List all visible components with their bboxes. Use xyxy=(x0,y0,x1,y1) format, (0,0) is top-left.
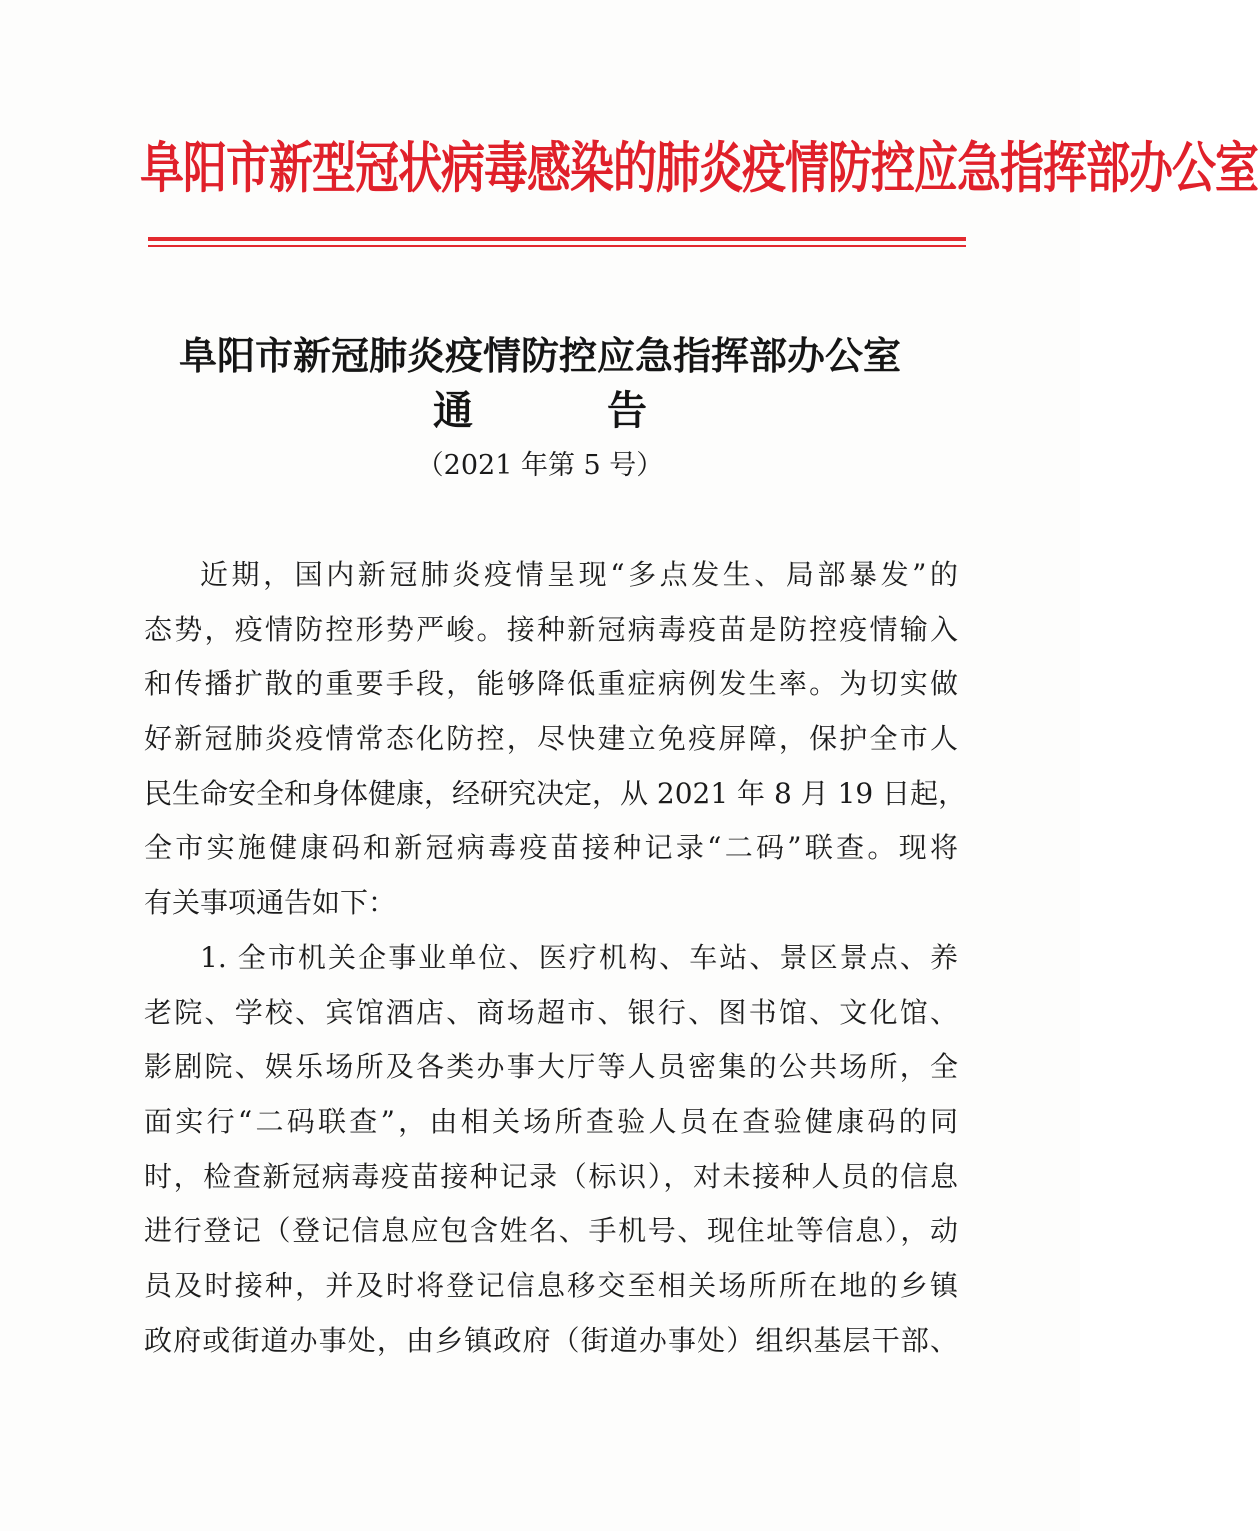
body-line: 进行登记（登记信息应包含姓名、手机号、现住址等信息），动 xyxy=(144,1214,958,1248)
red-header-rule-thin xyxy=(148,245,966,247)
notice-body xyxy=(144,548,967,1368)
body-line: 面实行“二码联查”，由相关场所查验人员在查验健康码的同 xyxy=(144,1104,958,1138)
body-line: 和传播扩散的重要手段，能够降低重症病例发生率。为切实做 xyxy=(144,667,958,701)
red-header-rule-thick xyxy=(148,237,966,241)
body-line: 员及时接种，并及时将登记信息移交至相关场所所在地的乡镇 xyxy=(144,1268,958,1302)
body-line: 时，检查新冠病毒疫苗接种记录（标识），对未接种人员的信息 xyxy=(144,1159,958,1193)
body-line: 影剧院、娱乐场所及各类办事大厅等人员密集的公共场所，全 xyxy=(144,1050,958,1084)
notice-title: 阜阳市新冠肺炎疫情防控应急指挥部办公室 xyxy=(178,333,901,378)
body-line: 1. 全市机关企事业单位、医疗机构、车站、景区景点、养 xyxy=(200,940,958,974)
body-line: 态势，疫情防控形势严峻。接种新冠病毒疫苗是防控疫情输入 xyxy=(144,612,958,646)
notice-number: （2021 年第 5 号） xyxy=(416,450,664,481)
body-line: 政府或街道办事处，由乡镇政府（街道办事处）组织基层干部、 xyxy=(144,1323,958,1357)
body-line: 全市实施健康码和新冠病毒疫苗接种记录“二码”联查。现将 xyxy=(144,831,958,865)
body-line: 好新冠肺炎疫情常态化防控，尽快建立免疫屏障，保护全市人 xyxy=(144,722,958,756)
org-red-header-title: 阜阳市新型冠状病毒感染的肺炎疫情防控应急指挥部办公室 xyxy=(140,137,1258,201)
body-line: 有关事项通告如下： xyxy=(144,886,397,920)
notice-subtitle: 通 告 xyxy=(433,387,647,434)
body-line: 近期，国内新冠肺炎疫情呈现“多点发生、局部暴发”的 xyxy=(200,558,958,591)
body-line: 民生命安全和身体健康，经研究决定，从 2021 年 8 月 19 日起， xyxy=(144,776,967,810)
body-line: 老院、学校、宾馆酒店、商场超市、银行、图书馆、文化馆、 xyxy=(144,995,958,1029)
